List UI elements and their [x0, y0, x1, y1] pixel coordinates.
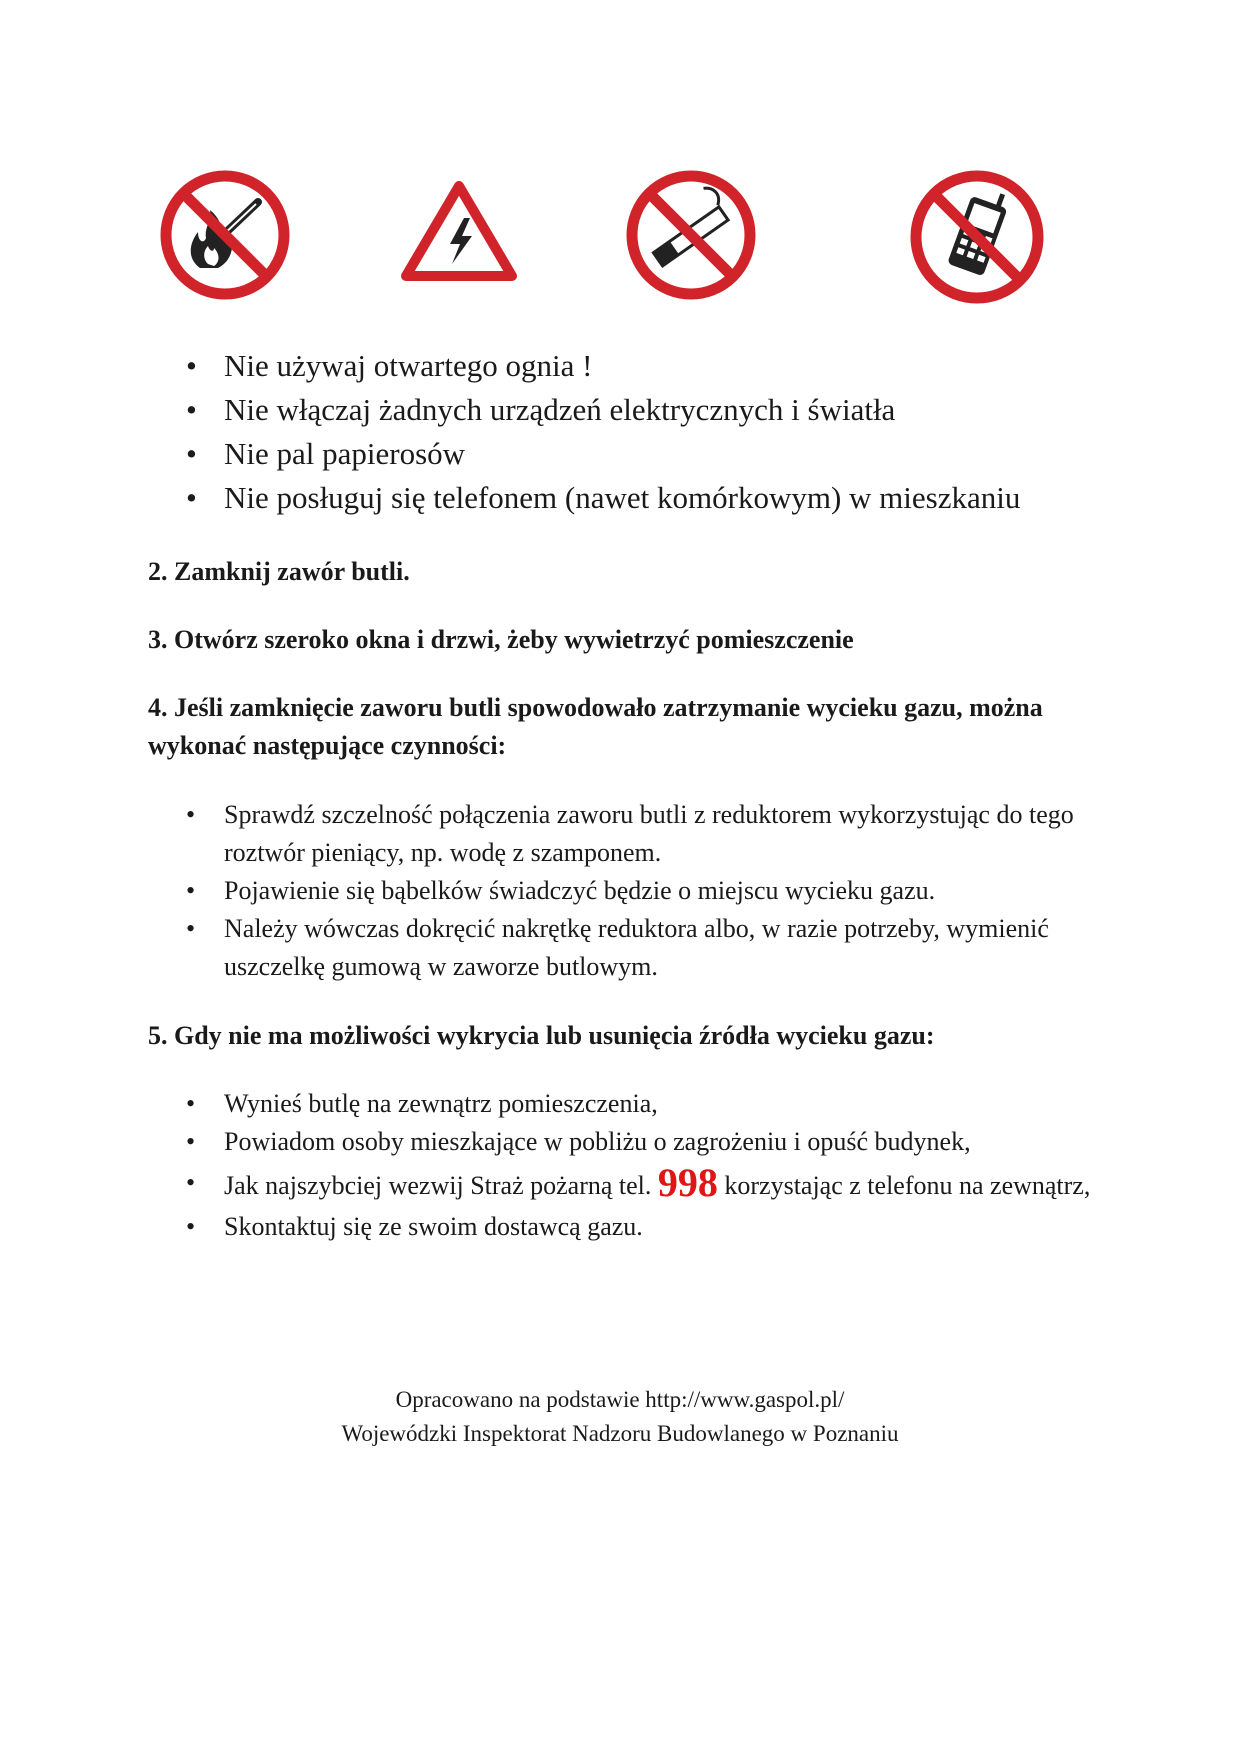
footer-organization: Wojewódzki Inspektorat Nadzoru Budowlanego w Poznaniu — [341, 1421, 899, 1446]
footer-source: Opracowano na podstawie http://www.gaspol.pl/ — [395, 1387, 845, 1412]
no-smoking-icon — [626, 170, 756, 300]
list-item: • Powiadom osoby mieszkające w pobliżu o zagrożeniu i opuść budynek, — [0, 1123, 1144, 1161]
no-open-fire-icon — [160, 170, 290, 300]
warning-item: • Nie włączaj żadnych urządzeń elektrycznych i światła — [0, 388, 1144, 432]
list-item: • Skontaktuj się ze swoim dostawcą gazu. — [0, 1208, 1144, 1246]
step-5-heading: 5. Gdy nie ma możliwości wykrycia lub usunięcia źródła wycieku gazu: — [148, 1021, 935, 1050]
no-mobile-phone-icon — [910, 170, 1044, 304]
step-5-list — [0, 1085, 1144, 1246]
list-item: • Sprawdź szczelność połączenia zaworu butli z reduktorem wykorzystując do tego roztwór pieniący, np. wodę z szamponem. — [0, 796, 1144, 872]
step-4-heading: 4. Jeśli zamknięcie zaworu butli spowodowało zatrzymanie wycieku gazu, można wykonać następujące czynności: — [148, 693, 1043, 760]
list-item: • Należy wówczas dokręcić nakrętkę reduktora albo, w razie potrzeby, wymienić uszczelkę gumową w zaworze butlowym. — [0, 910, 1144, 986]
call-text-after: korzystając z telefonu na zewnątrz, — [717, 1171, 1091, 1200]
list-item: • Pojawienie się bąbelków świadczyć będzie o miejscu wycieku gazu. — [0, 872, 1144, 910]
step-2-heading: 2. Zamknij zawór butli. — [148, 557, 410, 586]
warning-item: • Nie pal papierosów — [0, 432, 1144, 476]
list-item-call-fire-brigade — [0, 1161, 1144, 1208]
safety-signs-row — [0, 0, 1240, 320]
warnings-list — [0, 344, 1144, 520]
warning-item: • Nie używaj otwartego ognia ! — [0, 344, 1144, 388]
emergency-phone-number: 998 — [657, 1160, 718, 1205]
electric-hazard-warning-icon — [398, 178, 520, 284]
warning-item: • Nie posługuj się telefonem (nawet komórkowym) w mieszkaniu — [0, 476, 1144, 520]
footer — [0, 1383, 1240, 1451]
list-item: • Wynieś butlę na zewnątrz pomieszczenia, — [0, 1085, 1144, 1123]
step-3-heading: 3. Otwórz szeroko okna i drzwi, żeby wywietrzyć pomieszczenie — [148, 625, 854, 654]
step-4-list — [0, 796, 1144, 986]
call-text-before: Jak najszybciej wezwij Straż pożarną tel. — [224, 1171, 658, 1200]
